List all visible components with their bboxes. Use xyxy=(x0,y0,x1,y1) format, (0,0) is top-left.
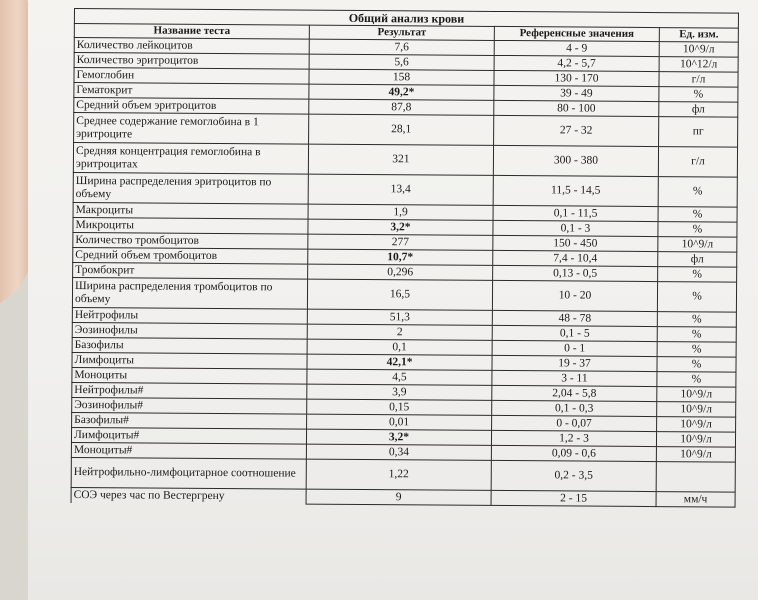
reference-range-cell: 27 - 32 xyxy=(494,115,659,146)
unit-cell xyxy=(656,462,735,493)
test-name-cell: СОЭ через час по Вестергрену xyxy=(71,487,306,504)
result-cell: 3,9 xyxy=(307,384,492,400)
result-cell: 42,1* xyxy=(307,354,492,370)
unit-cell: 10^9/л xyxy=(657,417,736,433)
reference-range-cell: 0,1 - 3 xyxy=(493,220,658,236)
test-name-cell: Нейтрофилы# xyxy=(72,382,307,399)
test-name-cell: Тромбокрит xyxy=(73,262,308,279)
test-name-cell: Моноциты xyxy=(72,367,307,384)
unit-cell: 10^9/л xyxy=(658,237,737,253)
column-header-name: Название теста xyxy=(74,24,309,40)
paper-sheet xyxy=(28,0,758,600)
result-cell: 0,296 xyxy=(308,264,493,280)
reference-range-cell: 48 - 78 xyxy=(492,310,657,326)
unit-cell: 10^9/л xyxy=(656,432,735,448)
reference-range-cell: 19 - 37 xyxy=(492,355,657,371)
result-cell: 3,2* xyxy=(308,219,493,235)
table-row xyxy=(74,113,738,148)
unit-cell: пг xyxy=(659,117,738,148)
result-cell: 158 xyxy=(309,69,494,85)
unit-cell: 10^12/л xyxy=(659,57,738,73)
test-name-cell: Лимфоциты xyxy=(72,352,307,369)
reference-range-cell: 0 - 0,07 xyxy=(492,415,657,431)
unit-cell: % xyxy=(657,312,736,328)
unit-cell: % xyxy=(657,357,736,373)
result-cell: 10,7* xyxy=(308,249,493,265)
test-name-cell: Среднее содержание гемоглобина в 1 эритроците xyxy=(74,113,309,145)
result-cell: 28,1 xyxy=(309,114,494,145)
blood-test-table xyxy=(71,8,739,508)
test-name-cell: Микроциты xyxy=(73,217,308,234)
reference-range-cell: 2,04 - 5,8 xyxy=(492,385,657,401)
test-name-cell: Количество эритроцитов xyxy=(74,53,309,70)
result-cell: 87,8 xyxy=(309,99,494,115)
result-cell: 0,34 xyxy=(306,444,491,460)
unit-cell: фл xyxy=(658,252,737,268)
test-name-cell: Макроциты xyxy=(73,202,308,219)
reference-range-cell: 4,2 - 5,7 xyxy=(494,55,659,71)
reference-range-cell: 130 - 170 xyxy=(494,70,659,86)
column-header-unit: Ед. изм. xyxy=(659,28,738,43)
unit-cell: % xyxy=(658,177,737,208)
unit-cell: мм/ч xyxy=(656,492,735,508)
result-cell: 0,15 xyxy=(307,399,492,415)
reference-range-cell: 11,5 - 14,5 xyxy=(493,175,658,206)
reference-range-cell: 300 - 380 xyxy=(493,145,658,176)
test-name-cell: Базофилы xyxy=(72,337,307,354)
result-cell: 1,9 xyxy=(308,204,493,220)
unit-cell: % xyxy=(657,327,736,343)
reference-range-cell: 0,2 - 3,5 xyxy=(491,460,656,491)
test-name-cell: Гематокрит xyxy=(74,83,309,100)
unit-cell: % xyxy=(658,207,737,223)
reference-range-cell: 0,09 - 0,6 xyxy=(491,445,656,461)
test-name-cell: Нейтрофилы xyxy=(72,307,307,324)
result-cell: 4,5 xyxy=(307,369,492,385)
unit-cell: 10^9/л xyxy=(656,447,735,463)
reference-range-cell: 150 - 450 xyxy=(493,235,658,251)
result-cell: 16,5 xyxy=(307,279,492,310)
unit-cell: % xyxy=(659,87,738,103)
test-name-cell: Средняя концентрация гемоглобина в эритроцитах xyxy=(73,143,308,175)
reference-range-cell: 7,4 - 10,4 xyxy=(493,250,658,266)
unit-cell: г/л xyxy=(659,72,738,88)
result-cell: 1,22 xyxy=(306,459,491,490)
table-row xyxy=(73,172,737,207)
reference-range-cell: 4 - 9 xyxy=(494,40,659,56)
report-title: Общий анализ крови xyxy=(74,9,738,29)
test-name-cell: Лимфоциты# xyxy=(71,427,306,444)
test-name-cell: Эозинофилы xyxy=(72,322,307,339)
result-cell: 5,6 xyxy=(309,54,494,70)
reference-range-cell: 80 - 100 xyxy=(494,100,659,116)
test-name-cell: Эозинофилы# xyxy=(72,397,307,414)
result-cell: 277 xyxy=(308,234,493,250)
unit-cell: % xyxy=(657,342,736,358)
unit-cell: % xyxy=(657,372,736,388)
test-name-cell: Средний объем тромбоцитов xyxy=(73,247,308,264)
result-cell: 2 xyxy=(307,324,492,340)
unit-cell: % xyxy=(658,222,737,238)
result-cell: 51,3 xyxy=(307,309,492,325)
reference-range-cell: 1,2 - 3 xyxy=(491,430,656,446)
unit-cell: г/л xyxy=(658,147,737,178)
reference-range-cell: 0,1 - 5 xyxy=(492,325,657,341)
table-row xyxy=(72,277,736,312)
result-cell: 321 xyxy=(308,144,493,175)
reference-range-cell: 0 - 1 xyxy=(492,340,657,356)
unit-cell: фл xyxy=(659,102,738,118)
result-cell: 49,2* xyxy=(309,84,494,100)
reference-range-cell: 3 - 11 xyxy=(492,370,657,386)
test-name-cell: Базофилы# xyxy=(72,412,307,429)
reference-range-cell: 10 - 20 xyxy=(492,280,657,311)
unit-cell: 10^9/л xyxy=(659,42,738,58)
reference-range-cell: 0,1 - 11,5 xyxy=(493,205,658,221)
test-name-cell: Гемоглобин xyxy=(74,68,309,85)
test-name-cell: Ширина распределения эритроцитов по объему xyxy=(73,172,308,204)
column-header-result: Результат xyxy=(309,25,494,40)
result-cell: 7,6 xyxy=(309,39,494,55)
result-cell: 0,01 xyxy=(307,414,492,430)
test-name-cell: Моноциты# xyxy=(71,442,306,459)
test-name-cell: Количество лейкоцитов xyxy=(74,38,309,55)
test-name-cell: Количество тромбоцитов xyxy=(73,232,308,249)
reference-range-cell: 2 - 15 xyxy=(491,490,656,506)
test-name-cell: Нейтрофильно-лимфоцитарное соотношение xyxy=(71,457,306,489)
result-cell: 13,4 xyxy=(308,174,493,205)
result-cell: 3,2* xyxy=(306,429,491,445)
blood-test-report xyxy=(71,8,738,508)
reference-range-cell: 39 - 49 xyxy=(494,85,659,101)
unit-cell: 10^9/л xyxy=(657,402,736,418)
test-name-cell: Средний объем эритроцитов xyxy=(74,98,309,115)
unit-cell: % xyxy=(658,267,737,283)
test-name-cell: Ширина распределения тромбоцитов по объему xyxy=(72,277,307,309)
table-row xyxy=(71,457,735,492)
unit-cell: 10^9/л xyxy=(657,387,736,403)
reference-range-cell: 0,1 - 0,3 xyxy=(492,400,657,416)
reference-range-cell: 0,13 - 0,5 xyxy=(493,265,658,281)
unit-cell: % xyxy=(657,282,736,313)
result-cell: 0,1 xyxy=(307,339,492,355)
table-row xyxy=(73,143,737,178)
result-cell: 9 xyxy=(306,489,491,505)
column-header-reference: Референсные значения xyxy=(494,26,659,41)
